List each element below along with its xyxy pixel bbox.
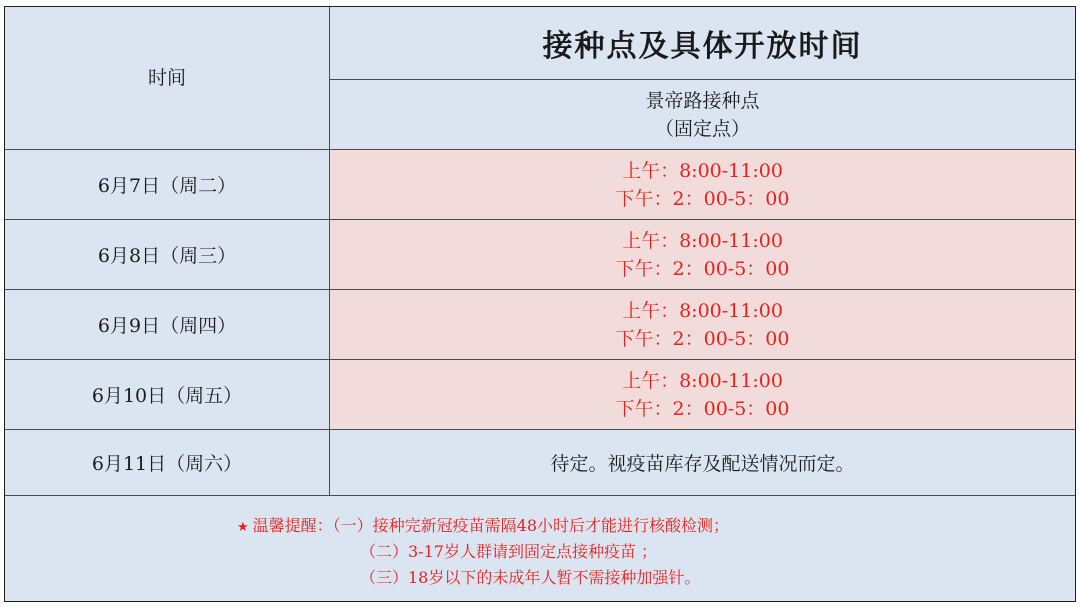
- row-divider: [5, 429, 1075, 430]
- reminder-text: （一）接种完新冠疫苗需隔48小时后才能进行核酸检测；: [332, 516, 730, 535]
- reminder-label: 温馨提醒：: [252, 516, 333, 535]
- date-label: 6月11日（周六）: [91, 453, 243, 475]
- row-divider: [5, 289, 1075, 290]
- date-cell: [5, 360, 329, 429]
- date-cell: [5, 290, 329, 359]
- pending-note: 待定。视疫苗库存及配送情况而定。: [550, 453, 855, 475]
- schedule-table: [4, 6, 1076, 602]
- date-cell: [5, 150, 329, 219]
- hours-cell: [330, 290, 1075, 359]
- morning-hours: 上午：8:00-11:00: [622, 299, 783, 322]
- morning-hours: 上午：8:00-11:00: [622, 229, 783, 252]
- row-divider: [5, 149, 1075, 150]
- site-header-cell: [330, 80, 1075, 149]
- morning-hours: 上午：8:00-11:00: [622, 369, 783, 392]
- date-cell: [5, 220, 329, 289]
- title-cell: [330, 7, 1075, 79]
- afternoon-hours: 下午：2：00-5：00: [615, 187, 790, 210]
- star-icon: ★: [237, 520, 249, 535]
- date-label: 6月9日（周四）: [97, 315, 237, 337]
- time-header-cell: [5, 7, 329, 149]
- reminder-text: （三）18岁以下的未成年人暂不需接种加强针。: [360, 568, 701, 587]
- morning-hours: 上午：8:00-11:00: [622, 159, 783, 182]
- table-title: 接种点及具体开放时间: [542, 29, 863, 64]
- afternoon-hours: 下午：2：00-5：00: [615, 327, 790, 350]
- hours-cell: [330, 220, 1075, 289]
- row-divider: [5, 219, 1075, 220]
- column-divider: [329, 7, 330, 495]
- afternoon-hours: 下午：2：00-5：00: [615, 257, 790, 280]
- site-name: 景帝路接种点: [645, 89, 760, 112]
- reminder-text: （二）3-17岁人群请到固定点接种疫苗 ；: [360, 542, 658, 561]
- date-label: 6月7日（周二）: [97, 175, 237, 197]
- hours-cell: [330, 360, 1075, 429]
- date-label: 6月10日（周五）: [91, 385, 243, 407]
- row-divider: [5, 359, 1075, 360]
- row-divider: [5, 495, 1075, 496]
- date-label: 6月8日（周三）: [97, 245, 237, 267]
- hours-cell: [330, 150, 1075, 219]
- date-cell: [5, 430, 329, 495]
- row-divider: [330, 79, 1075, 80]
- pending-cell: [330, 430, 1075, 495]
- afternoon-hours: 下午：2：00-5：00: [615, 397, 790, 420]
- time-header: 时间: [147, 67, 186, 89]
- site-type: （固定点）: [654, 117, 750, 140]
